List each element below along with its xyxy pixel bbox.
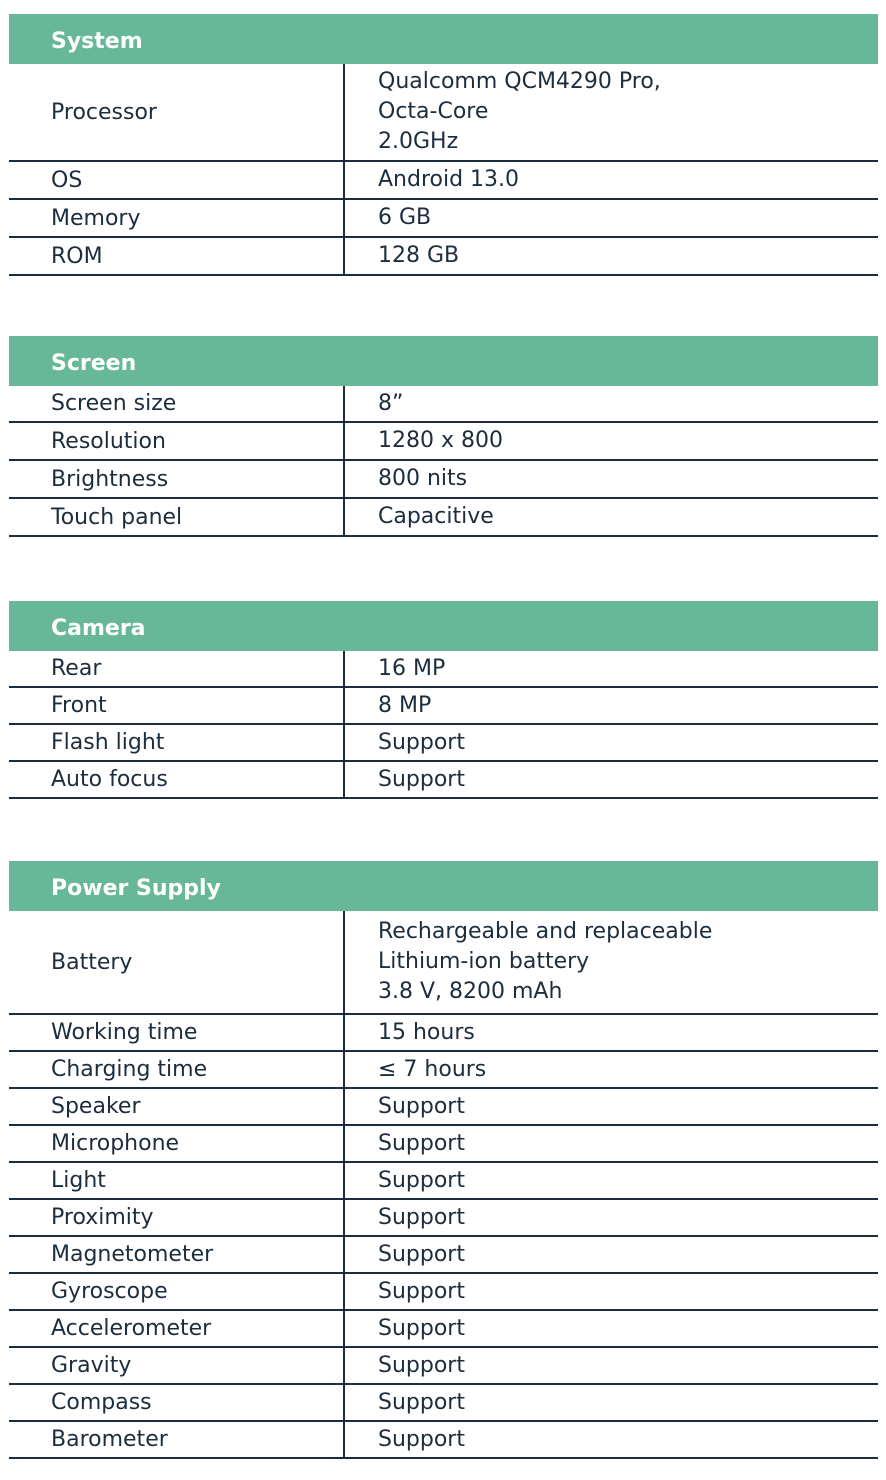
spec-label: Flash light <box>9 725 345 760</box>
spec-row <box>9 64 878 162</box>
spec-row <box>9 725 878 762</box>
spec-value-line: 800 nits <box>378 466 468 491</box>
spec-row <box>9 386 878 423</box>
spec-label: Barometer <box>9 1422 345 1457</box>
spec-value <box>345 499 878 535</box>
spec-value <box>345 688 878 723</box>
spec-value-line: 15 hours <box>378 1019 475 1045</box>
spec-row <box>9 1274 878 1311</box>
spec-value-line: Support <box>378 1389 465 1415</box>
spec-label: Light <box>9 1163 345 1198</box>
section-title: Power Supply <box>51 875 221 901</box>
section-title: Screen <box>51 350 137 376</box>
spec-value <box>345 1237 878 1272</box>
spec-row <box>9 499 878 537</box>
spec-value <box>345 200 878 236</box>
spec-row <box>9 1089 878 1126</box>
spec-label: Gravity <box>9 1348 345 1383</box>
spec-value <box>345 386 878 421</box>
spec-label: ROM <box>9 238 345 274</box>
spec-value-line: Support <box>378 766 465 792</box>
section-header <box>9 861 878 911</box>
spec-value-line: 128 GB <box>378 243 460 268</box>
spec-label: Microphone <box>9 1126 345 1161</box>
spec-value <box>345 1385 878 1420</box>
spec-row <box>9 1163 878 1200</box>
spec-row <box>9 762 878 799</box>
spec-value-line: Android 13.0 <box>378 167 520 192</box>
spec-section-camera <box>9 601 878 799</box>
spec-value-line: Support <box>378 729 465 755</box>
spec-row <box>9 688 878 725</box>
spec-section-system <box>9 14 878 276</box>
spec-row <box>9 200 878 238</box>
spec-value-line: Support <box>378 1241 465 1267</box>
spec-value <box>345 1422 878 1457</box>
spec-value <box>345 1274 878 1309</box>
spec-value <box>345 1163 878 1198</box>
spec-row <box>9 1126 878 1163</box>
spec-value-line: Support <box>378 1204 465 1230</box>
spec-value <box>345 1015 878 1050</box>
spec-row <box>9 651 878 688</box>
spec-row <box>9 1052 878 1089</box>
spec-value <box>345 651 878 686</box>
spec-value-line: Qualcomm QCM4290 Pro, <box>378 69 661 94</box>
spec-label: Processor <box>9 64 345 160</box>
spec-label: Rear <box>9 651 345 686</box>
spec-label: Accelerometer <box>9 1311 345 1346</box>
spec-value-line: Support <box>378 1278 465 1304</box>
spec-value <box>345 461 878 497</box>
spec-value <box>345 1089 878 1124</box>
spec-label: Charging time <box>9 1052 345 1087</box>
spec-row <box>9 1237 878 1274</box>
spec-label: Gyroscope <box>9 1274 345 1309</box>
spec-row <box>9 1385 878 1422</box>
spec-row <box>9 1015 878 1052</box>
spec-value <box>345 162 878 198</box>
spec-value-line: Octa-Core <box>378 99 489 124</box>
spec-value <box>345 1348 878 1383</box>
spec-value-line: ≤ 7 hours <box>378 1056 487 1082</box>
spec-label: Battery <box>9 911 345 1013</box>
spec-value-line: Support <box>378 1093 465 1119</box>
section-title: System <box>51 28 143 54</box>
spec-value-line: 6 GB <box>378 205 432 230</box>
spec-value-line: Support <box>378 1352 465 1378</box>
spec-label: Touch panel <box>9 499 345 535</box>
spec-label: Magnetometer <box>9 1237 345 1272</box>
spec-value-line: Support <box>378 1426 465 1452</box>
spec-value <box>345 64 878 160</box>
spec-row <box>9 461 878 499</box>
spec-value-line: Rechargeable and replaceable <box>378 919 713 944</box>
spec-value <box>345 762 878 797</box>
spec-value <box>345 423 878 459</box>
section-header <box>9 336 878 386</box>
spec-label: Compass <box>9 1385 345 1420</box>
spec-row <box>9 1348 878 1385</box>
spec-label: OS <box>9 162 345 198</box>
spec-section-power-supply <box>9 861 878 1459</box>
spec-value <box>345 1311 878 1346</box>
section-header <box>9 14 878 64</box>
spec-value-line: 8 MP <box>378 692 432 718</box>
spec-row <box>9 911 878 1015</box>
spec-value <box>345 911 878 1013</box>
spec-label: Resolution <box>9 423 345 459</box>
spec-value-line: Support <box>378 1315 465 1341</box>
spec-value <box>345 725 878 760</box>
spec-row <box>9 423 878 461</box>
spec-label: Front <box>9 688 345 723</box>
spec-value-line: Capacitive <box>378 504 494 529</box>
spec-row <box>9 1200 878 1237</box>
spec-value <box>345 1200 878 1235</box>
spec-row <box>9 1422 878 1459</box>
spec-row <box>9 238 878 276</box>
spec-value-line: 3.8 V, 8200 mAh <box>378 979 563 1004</box>
spec-row <box>9 162 878 200</box>
spec-label: Screen size <box>9 386 345 421</box>
spec-value <box>345 1052 878 1087</box>
spec-value-line: 1280 x 800 <box>378 428 503 453</box>
spec-row <box>9 1311 878 1348</box>
spec-label: Brightness <box>9 461 345 497</box>
spec-value-line: 16 MP <box>378 655 446 681</box>
spec-value-line: 8” <box>378 390 404 416</box>
spec-value-line: Support <box>378 1130 465 1156</box>
spec-section-screen <box>9 336 878 537</box>
spec-label: Memory <box>9 200 345 236</box>
spec-label: Working time <box>9 1015 345 1050</box>
spec-value-line: 2.0GHz <box>378 129 459 154</box>
spec-value <box>345 238 878 274</box>
spec-label: Auto focus <box>9 762 345 797</box>
spec-value-line: Support <box>378 1167 465 1193</box>
spec-label: Proximity <box>9 1200 345 1235</box>
section-header <box>9 601 878 651</box>
spec-value-line: Lithium-ion battery <box>378 949 590 974</box>
spec-label: Speaker <box>9 1089 345 1124</box>
spec-value <box>345 1126 878 1161</box>
section-title: Camera <box>51 615 146 641</box>
